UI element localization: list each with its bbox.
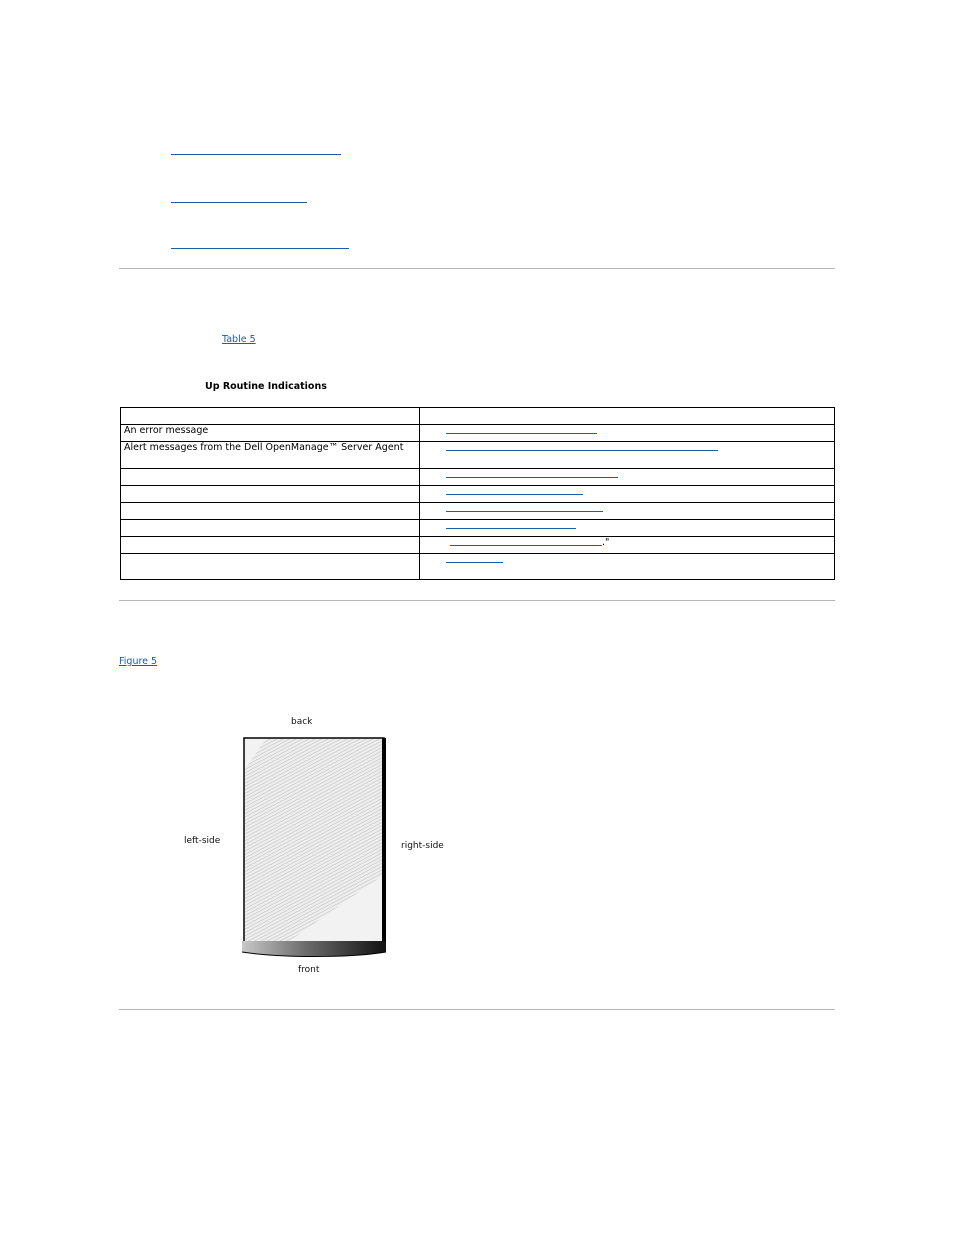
indication-cell: [121, 537, 420, 554]
indication-cell: [121, 503, 420, 520]
table-row: [121, 442, 835, 469]
indications-table: [120, 407, 835, 580]
action-link[interactable]: [446, 554, 503, 563]
action-cell: [420, 469, 835, 486]
toc-link-3[interactable]: [171, 248, 349, 249]
action-cell: [420, 442, 835, 469]
table-header-cell-2: [420, 408, 835, 425]
section-divider-2: [119, 600, 835, 601]
toc-link-2[interactable]: [171, 202, 307, 203]
action-cell: [420, 520, 835, 537]
table-row: [121, 503, 835, 520]
action-link[interactable]: [446, 486, 583, 495]
action-suffix: .": [602, 537, 610, 548]
indication-cell: Alert messages from the Dell OpenManage™ Server Agent: [121, 442, 420, 469]
table-row: [121, 554, 835, 580]
table-header-cell-1: [121, 408, 420, 425]
action-cell: [420, 486, 835, 503]
indication-cell: [121, 469, 420, 486]
action-link[interactable]: [446, 425, 597, 434]
table-caption: Up Routine Indications: [205, 381, 327, 392]
server-chassis-drawing: [180, 712, 450, 982]
toc-link-1[interactable]: [171, 154, 341, 155]
action-cell: [420, 537, 835, 554]
table-row: [121, 486, 835, 503]
action-link[interactable]: [446, 442, 718, 451]
back-label: back: [291, 717, 313, 727]
table-reference-link[interactable]: Table 5: [222, 334, 256, 345]
action-cell: [420, 554, 835, 580]
action-cell: [420, 425, 835, 442]
table-row: [121, 469, 835, 486]
front-label: front: [298, 965, 320, 975]
action-cell: [420, 503, 835, 520]
action-link[interactable]: [446, 503, 603, 512]
action-link[interactable]: [450, 537, 602, 546]
section-divider-1: [119, 268, 835, 269]
indication-cell: [121, 520, 420, 537]
left-side-label: left-side: [184, 836, 221, 846]
table-row: [121, 520, 835, 537]
indication-cell: [121, 554, 420, 580]
figure-reference-link[interactable]: Figure 5: [119, 656, 158, 667]
table-row: [121, 537, 835, 554]
right-side-label: right-side: [401, 841, 444, 851]
action-link[interactable]: [446, 469, 618, 478]
indication-cell: [121, 486, 420, 503]
indication-cell: An error message: [121, 425, 420, 442]
table-row: [121, 425, 835, 442]
section-divider-3: [119, 1009, 835, 1010]
action-link[interactable]: [446, 520, 576, 529]
server-orientation-figure: [180, 712, 450, 982]
